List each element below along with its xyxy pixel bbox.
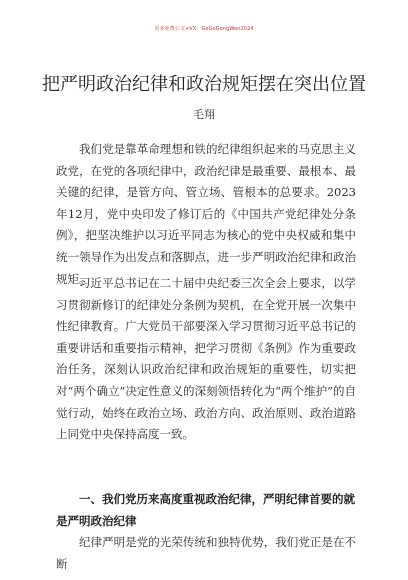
body-paragraph: 习近平总书记在二十届中央纪委三次全会上要求，以学习贯彻新修订的纪律处分条例为契机，在全党开展一次集中性纪律教育。广大党员干部要深入学习贯彻习近平总书记的重要讲话和重要指示精神，把学习贯彻《条例》作为重要政治任务，深刻认识政治纪律和政治规矩的重要性，切实把对“两个确立”决定性意义的深刻领悟转化为“两个维护”的自觉行动，始终在政治立场、政治方向、政治原则、政治道路上同党中央保持高度一致。 [56,276,356,442]
body-paragraph: 我们党是靠革命理想和铁的纪律组织起来的马克思主义政党，在党的各项纪律中，政治纪律是最重要、最根本、最关键的纪律，是管方向、管立场、管根本的总要求。2023年12月，党中央印发了修订后的《中国共产党纪律处分条例》，把坚决维护以习近平同志为核心的党中央权威和集中统一领导作为出发点和落脚点，进一步严明政治纪律和政治规矩。 [56,142,356,286]
section-heading: 一、我们党历来高度重视政治纪律，严明纪律首要的就是严明政治纪律 [56,492,355,528]
document-title: 把严明政治纪律和政治规矩摆在突出位置 [42,74,366,95]
body-paragraph: 纪律严明是党的光荣传统和独特优势，我们党正是在不断 [56,535,356,571]
author-name: 毛翔 [193,108,215,121]
watermark-text: 更多免费公文+VX：GoGoGongWen2024 [154,26,254,32]
